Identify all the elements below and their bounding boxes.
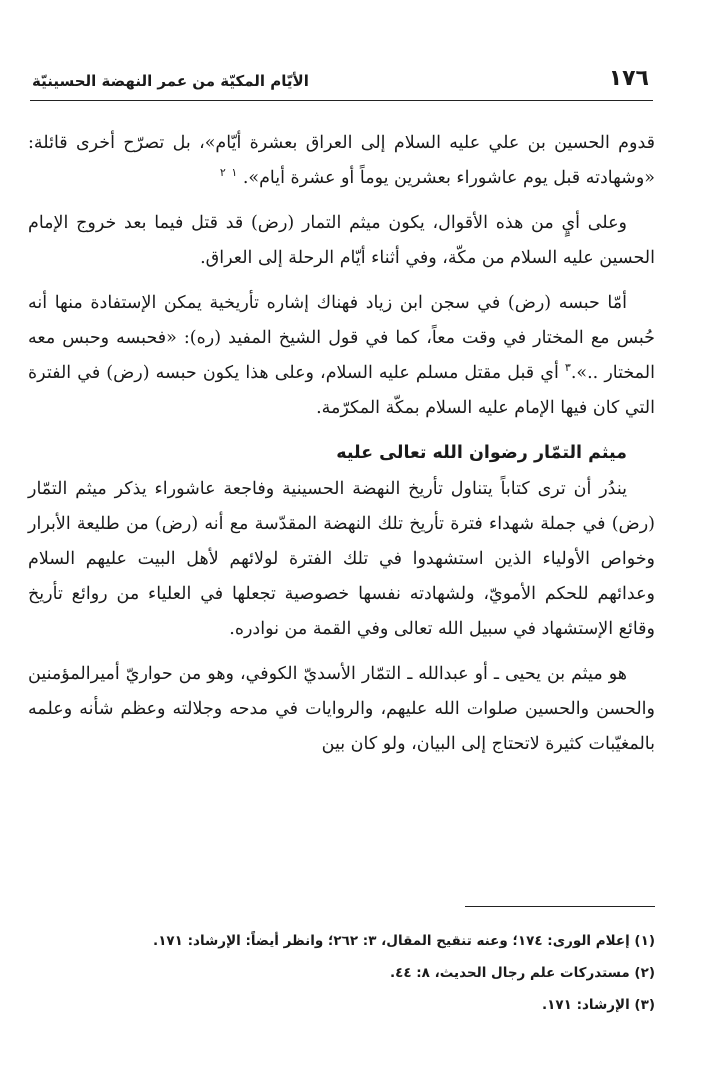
paragraph-5: هو ميثم بن يحيى ـ أو عبدالله ـ التمّار الأسديّ الكوفي، وهو من حواريّ أميرالمؤمنين والحسن والحسين صلوات الله عليهم، والروايات في مدحه وجلالته وعظم شأنه وعلمه بالمغيّبات كثيرة لاتحتاج إلى البيان، ولو كان بين bbox=[28, 664, 655, 754]
paragraph-2: وعلى أيٍ من هذه الأقوال، يكون ميثم التمار (رض) قد قتل فيما بعد خروج الإمام الحسين ‎عليه السلام‎ من مكّة، وفي أثناء أيّام الرحلة إلى العراق. bbox=[28, 213, 655, 268]
main-text bbox=[28, 126, 655, 772]
footnote-ref-3[interactable]: ٣ bbox=[564, 361, 571, 375]
footnote-ref-2[interactable]: ٢ bbox=[219, 166, 226, 180]
paragraph-3b-text: أي قبل مقتل مسلم ‎عليه السلام‎، وعلى هذا يكون حبسه (رض) في الفترة التي كان فيها الإمام ‎عليه السلام‎ بمكّة المكرّمة. bbox=[28, 363, 655, 418]
paragraph-1-text: قدوم الحسين بن علي ‎عليه السلام‎ إلى العراق بعشرة أيّام»، بل تصرّح أخرى قائلة: «وشهادته قبل يوم عاشوراء بعشرين يوماً أو عشرة أيام». bbox=[28, 133, 655, 188]
footnote-3: (٣) الإرشاد: ١٧١. bbox=[542, 997, 655, 1013]
page-header bbox=[30, 64, 653, 101]
footnote-2: (٢) مستدركات علم رجال الحديث، ٨: ٤٤. bbox=[389, 965, 655, 981]
running-title: الأيّام المكيّة من عمر النهضة الحسينيّة bbox=[32, 72, 309, 90]
paragraph-4: يندُر أن ترى كتاباً يتناول تأريخ النهضة الحسينية وفاجعة عاشوراء يذكر ميثم التمّار (رض) في جملة شهداء فترة تأريخ تلك النهضة المقدّسة مع أنه (رض) من طليعة الأبرار وخواص الأولياء الذين استشهدوا في تلك الفترة لولائهم لأهل البيت ‎عليهم السلام‎ وعدائهم للحكم الأمويّ، ولشهادته نفسها خصوصية تجعلها في العلياء من روائع تأريخ وقائع الإستشهاد في سبيل الله تعالى وفي القمة من نوادره. bbox=[28, 479, 655, 639]
paragraph-3 bbox=[28, 286, 655, 426]
footnotes bbox=[28, 925, 655, 1021]
footnote-divider bbox=[465, 906, 655, 907]
section-heading: ميثم التمّار رضوان الله تعالى عليه bbox=[336, 443, 627, 463]
page-number: ١٧٦ bbox=[608, 66, 649, 91]
footnote-ref-1[interactable]: ١ bbox=[231, 166, 238, 180]
paragraph-1 bbox=[28, 126, 655, 196]
paragraph-3a-text: أمّا حبسه (رض) في سجن ابن زياد فهناك إشاره تأريخية يمكن الإستفادة منها أنه حُبس مع المختار في وقت معاً، كما في قول الشيخ المفيد (ره): «فحبسه وحبس معه المختار ..». bbox=[28, 293, 655, 383]
footnote-1: (١) إعلام الورى: ١٧٤؛ وعنه تنقيح المقال، ٣: ٢٦٢؛ وانظر أيضاً: الإرشاد: ١٧١. bbox=[153, 933, 655, 949]
